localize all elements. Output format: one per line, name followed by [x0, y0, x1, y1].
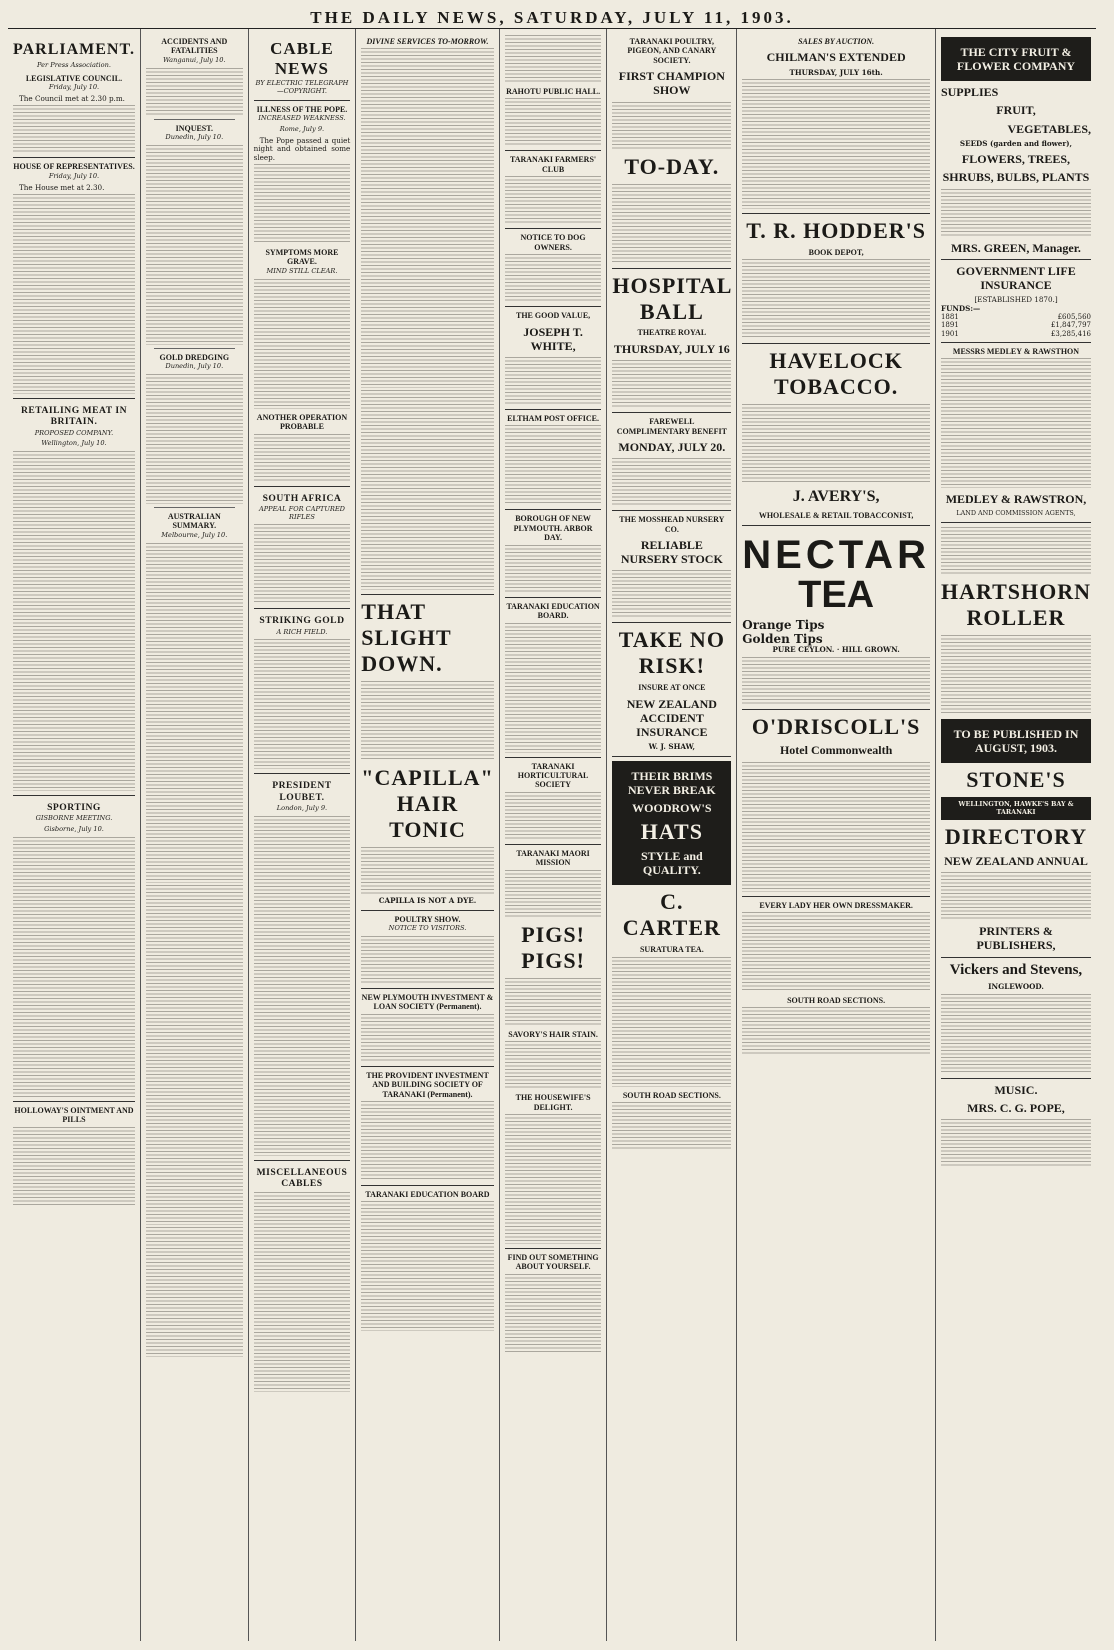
divider — [941, 259, 1091, 260]
divider — [505, 409, 602, 410]
notice-text — [505, 98, 602, 146]
divider — [505, 306, 602, 307]
inquest-date: Dunedin, July 10. — [165, 133, 224, 142]
green-manager: MRS. GREEN, Manager. — [951, 240, 1081, 255]
striking-gold-sub: A RICH FIELD. — [276, 627, 328, 636]
nectar-tips-row — [742, 618, 930, 632]
funds-year: 1881 — [940, 313, 959, 322]
article-text — [254, 524, 351, 604]
ad-text — [941, 358, 1091, 488]
sporting-heading: SPORTING — [47, 802, 101, 814]
article-text — [254, 816, 351, 1156]
retailing-heading: RETAILING MEAT IN BRITAIN. — [20, 405, 128, 428]
divider — [505, 844, 602, 845]
columns — [8, 29, 1096, 1641]
accidents-date: Wanganui, July 10. — [162, 55, 226, 64]
notice-text — [361, 1014, 493, 1062]
good-value-heading: THE GOOD VALUE, — [515, 311, 591, 321]
nursery-sub: RELIABLE NURSERY STOCK — [620, 537, 723, 567]
gold-dredging-date: Dunedin, July 10. — [165, 362, 224, 371]
ad-text — [742, 657, 930, 705]
music-heading: MUSIC. — [994, 1082, 1038, 1097]
column-2 — [141, 29, 249, 1641]
ad-text — [13, 1127, 135, 1207]
article-text — [146, 374, 243, 504]
south-road-heading-2: SOUTH ROAD SECTIONS. — [787, 996, 886, 1006]
divider — [612, 756, 731, 757]
divider — [361, 988, 493, 989]
south-africa-sub: APPEAL FOR CAPTURED RIFLES — [258, 504, 345, 521]
dog-owners-heading: NOTICE TO DOG OWNERS. — [520, 233, 586, 252]
symptoms-sub: MIND STILL CLEAR. — [266, 266, 338, 275]
theatre-royal-heading: THEATRE ROYAL — [637, 328, 707, 338]
divider — [505, 150, 602, 151]
funds-amount: £1,847,797 — [1050, 321, 1091, 330]
article-text — [254, 434, 351, 482]
printers-heading: PRINTERS & PUBLISHERS, — [976, 924, 1056, 953]
notice-text — [505, 870, 602, 918]
divider — [254, 486, 351, 487]
loubet-date: London, July 9. — [276, 804, 328, 813]
brims-hats: HATS — [640, 819, 703, 845]
capilla-sub: CAPILLA IS NOT A DYE. — [378, 896, 477, 906]
poultry-society-heading: TARANAKI POULTRY, PIGEON, AND CANARY SOCIETY. — [627, 37, 717, 65]
maori-mission-heading: TARANAKI MAORI MISSION — [516, 848, 590, 868]
divider — [612, 412, 731, 413]
reps-paragraph: The House met at 2.30. — [19, 182, 105, 192]
housewife-heading: THE HOUSEWIFE'S DELIGHT. — [515, 1093, 591, 1112]
divider — [612, 510, 731, 511]
poultry-show-sub: NOTICE TO VISITORS. — [388, 924, 467, 933]
funds-year: 1901 — [940, 329, 959, 338]
article-text — [254, 279, 351, 409]
suratura-heading: SURATURA TEA. — [639, 945, 704, 955]
city-fruit-banner — [941, 37, 1091, 81]
divider — [361, 1066, 493, 1067]
govlife-established: [ESTABLISHED 1870.] — [974, 295, 1058, 305]
article-text — [254, 639, 351, 769]
ad-text — [612, 957, 731, 1087]
funds-label: FUNDS:— — [940, 303, 981, 313]
brims-maker: WOODROW'S — [632, 800, 712, 815]
pope-date: Rome, July 9. — [279, 124, 325, 133]
flowers-label: FLOWERS, TREES, — [961, 152, 1071, 167]
retailing-sub: PROPOSED COMPANY. — [34, 428, 114, 437]
ad-text — [361, 681, 493, 761]
cable-news-sub: BY ELECTRIC TELEGRAPH—COPYRIGHT. — [255, 79, 349, 95]
ad-text — [742, 912, 930, 992]
divider — [154, 507, 235, 508]
divider — [361, 910, 493, 911]
sporting-date: Gisborne, July 10. — [44, 825, 104, 834]
ad-text — [941, 1119, 1091, 1167]
divider — [361, 594, 493, 595]
poultry-show-heading: POULTRY SHOW. — [394, 914, 461, 924]
eltham-heading: ELTHAM POST OFFICE. — [507, 413, 599, 423]
fruit-label: FRUIT, — [996, 103, 1036, 118]
divider — [742, 896, 930, 897]
medley-heading-2: MEDLEY & RAWSTRON, — [945, 492, 1087, 507]
find-out-heading: FIND OUT SOMETHING ABOUT YOURSELF. — [507, 1252, 599, 1272]
ad-text — [941, 872, 1091, 920]
article-text — [146, 68, 243, 116]
divider — [941, 1078, 1091, 1079]
article-text — [13, 451, 135, 791]
divider — [941, 957, 1091, 958]
ad-text — [505, 978, 602, 1026]
notice-text — [505, 792, 602, 840]
article-text — [146, 145, 243, 345]
column-6 — [607, 29, 737, 1641]
divider — [742, 343, 930, 344]
brims-heading: THEIR BRIMS NEVER BREAK — [627, 768, 716, 797]
pope-heading: ILLNESS OF THE POPE. — [256, 104, 348, 114]
ad-text — [612, 360, 731, 408]
sporting-sub: GISBORNE MEETING. — [35, 814, 113, 823]
theatre-date: THURSDAY, JULY 16 — [613, 341, 730, 356]
article-text — [254, 164, 351, 244]
holloway-ad-heading: HOLLOWAY'S OINTMENT AND PILLS — [14, 1106, 134, 1125]
reps-heading: HOUSE OF REPRESENTATIVES. — [13, 162, 135, 172]
horticultural-heading: TARANAKI HORTICULTURAL SOCIETY — [517, 761, 589, 790]
savorys-heading: SAVORY'S HAIR STAIN. — [508, 1029, 598, 1039]
striking-gold-heading: STRIKING GOLD — [259, 615, 345, 627]
champion-show-heading: FIRST CHAMPION SHOW — [618, 69, 725, 98]
ad-text — [941, 527, 1091, 575]
divider — [742, 213, 930, 214]
arbor-day-heading: BOROUGH OF NEW PLYMOUTH. ARBOR DAY. — [513, 514, 593, 543]
south-road-heading: SOUTH ROAD SECTIONS. — [622, 1090, 721, 1100]
column-1 — [8, 29, 141, 1641]
ad-text — [941, 994, 1091, 1074]
medley-heading: MESSRS MEDLEY & RAWSTHON — [952, 346, 1080, 356]
column-7 — [737, 29, 936, 1641]
rahotu-heading: RAHOTU PUBLIC HALL. — [506, 87, 601, 96]
ad-text — [612, 458, 731, 506]
notice-text — [505, 623, 602, 753]
avery-sub: WHOLESALE & RETAIL TOBACCONIST, — [758, 511, 914, 521]
capilla-ad-heading: "CAPILLA" HAIR TONIC — [361, 765, 494, 843]
divider — [505, 757, 602, 758]
vegetables-label: VEGETABLES, — [1007, 121, 1091, 136]
column-4 — [356, 29, 499, 1641]
ad-text — [742, 79, 930, 209]
shrubs-label: SHRUBS, BULBS, PLANTS — [942, 170, 1090, 185]
carter-heading: C. CARTER — [622, 889, 721, 941]
notice-text — [505, 425, 602, 505]
nectar-orange-tips: Orange Tips — [742, 617, 825, 632]
music-teacher: MRS. C. G. POPE, — [967, 1100, 1065, 1115]
ad-text — [742, 1007, 930, 1055]
masthead-title: THE DAILY NEWS, SATURDAY, JULY 11, 1903. — [310, 7, 794, 27]
pigs-heading: PIGS! PIGS! — [521, 921, 585, 973]
reps-date: Friday, July 10. — [48, 171, 100, 180]
auction-sub: CHILMAN'S EXTENDED — [766, 50, 906, 65]
church-listings — [361, 48, 493, 388]
nectar-heading: NECTAR — [742, 532, 930, 577]
published-heading: TO BE PUBLISHED IN AUGUST, 1903. — [953, 726, 1079, 755]
divider — [505, 1248, 602, 1249]
article-text — [254, 1192, 351, 1392]
council-date: Friday, July 10. — [48, 83, 100, 92]
article-text — [146, 885, 243, 1225]
stones-sub: WELLINGTON, HAWKE'S BAY & TARANAKI — [958, 800, 1074, 816]
notice-text — [505, 176, 602, 224]
odriscoll-heading: O'DRISCOLL'S — [751, 713, 921, 739]
notice-text — [361, 1101, 493, 1181]
south-africa-heading: SOUTH AFRICA — [262, 492, 342, 504]
cable-news-heading: CABLE NEWS — [270, 39, 334, 79]
published-banner — [941, 719, 1091, 763]
ad-text — [612, 1102, 731, 1150]
ad-text — [742, 259, 930, 339]
ad-text — [742, 762, 930, 892]
misc-cables-heading: MISCELLANEOUS CABLES — [256, 1166, 348, 1190]
inquest-heading: INQUEST. — [175, 123, 213, 133]
australian-date: Melbourne, July 10. — [161, 530, 228, 539]
good-value-name: JOSEPH T. WHITE, — [523, 324, 583, 353]
investment-heading: NEW PLYMOUTH INVESTMENT & LOAN SOCIETY (Permanent). — [361, 992, 494, 1012]
hospital-ball-heading: HOSPITAL BALL — [612, 272, 733, 324]
article-text — [146, 1227, 243, 1357]
ad-text — [505, 357, 602, 405]
article-text — [13, 194, 135, 394]
ed-board-heading: TARANAKI EDUCATION BOARD. — [506, 601, 600, 621]
funds-row — [941, 330, 1091, 338]
notice-text — [505, 35, 602, 83]
funds-amount: £3,285,416 — [1050, 329, 1091, 338]
gold-dredging-heading: GOLD DREDGING — [159, 352, 230, 362]
article-text — [13, 105, 135, 153]
divider — [254, 608, 351, 609]
notice-text — [361, 936, 493, 984]
ad-text — [505, 1274, 602, 1354]
nursery-heading: THE MOSSHEAD NURSERY CO. — [619, 515, 725, 534]
press-association: Per Press Association. — [37, 60, 111, 69]
council-paragraph: The Council met at 2.30 p.m. — [19, 93, 125, 103]
divine-services-heading: DIVINE SERVICES TO-MORROW. — [366, 37, 489, 46]
funds-table — [941, 313, 1091, 338]
havelock-heading: HAVELOCK TOBACCO. — [769, 348, 903, 400]
church-listings — [361, 390, 493, 590]
hodder-heading: T. R. HODDER'S — [746, 218, 927, 244]
insure-heading: INSURE AT ONCE — [638, 683, 706, 693]
divider — [254, 773, 351, 774]
notice-text — [505, 254, 602, 302]
odriscoll-sub: Hotel Commonwealth — [779, 743, 893, 758]
divider — [941, 342, 1091, 343]
vickers-sub: INGLEWOOD. — [988, 982, 1044, 992]
funds-row — [941, 313, 1091, 321]
divider — [13, 795, 135, 796]
ad-text — [941, 189, 1091, 237]
article-text — [146, 543, 243, 883]
symptoms-heading: SYMPTOMS MORE GRAVE. — [265, 248, 339, 267]
ad-text — [612, 184, 731, 264]
supplies-label: SUPPLIES — [940, 85, 999, 100]
hats-ad — [612, 761, 731, 886]
avery-heading: J. AVERY'S, — [792, 488, 880, 506]
divider — [742, 525, 930, 526]
stones-heading: STONE'S — [966, 767, 1066, 793]
notice-text — [361, 1201, 493, 1331]
farewell-heading: FAREWELL COMPLIMENTARY BENEFIT — [616, 417, 727, 436]
brims-style: STYLE and QUALITY. — [640, 849, 703, 878]
article-text — [13, 837, 135, 1097]
council-heading: LEGISLATIVE COUNCIL. — [25, 73, 123, 83]
divider — [154, 348, 235, 349]
city-fruit-heading: THE CITY FRUIT & FLOWER COMPANY — [956, 45, 1076, 74]
divider — [13, 398, 135, 399]
divider — [254, 100, 351, 101]
ad-text — [742, 404, 930, 484]
ad-text — [612, 570, 731, 618]
nectar-tips-row — [742, 632, 930, 646]
slight-down-ad-heading: THAT SLIGHT DOWN. — [361, 599, 452, 677]
parliament-heading: PARLIAMENT. — [13, 41, 135, 58]
ad-text — [505, 1114, 602, 1244]
insurance-agent: W. J. SHAW, — [648, 742, 696, 752]
divider — [13, 157, 135, 158]
hartshorn-heading: HARTSHORN ROLLER — [940, 578, 1091, 630]
australian-heading: AUSTRALIAN SUMMARY. — [167, 512, 221, 531]
pope-sub: INCREASED WEAKNESS. — [258, 114, 346, 123]
divider — [154, 119, 235, 120]
divider — [505, 228, 602, 229]
divider — [505, 509, 602, 510]
nectar-golden-tips: Golden Tips — [742, 631, 823, 646]
divider — [254, 1160, 351, 1161]
accident-insurance-heading: NEW ZEALAND ACCIDENT INSURANCE — [626, 696, 717, 739]
operation-heading: ANOTHER OPERATION PROBABLE — [256, 412, 348, 432]
seeds-label: SEEDS (garden and flower), — [959, 138, 1073, 148]
retailing-date: Wellington, July 10. — [41, 439, 107, 448]
farewell-date: MONDAY, JULY 20. — [618, 439, 726, 454]
education-board-heading: TARANAKI EDUCATION BOARD — [365, 1190, 490, 1200]
column-8 — [936, 29, 1096, 1641]
masthead — [8, 6, 1096, 29]
funds-year: 1891 — [940, 321, 959, 330]
loubet-heading: PRESIDENT LOUBET. — [272, 780, 332, 803]
funds-row — [941, 321, 1091, 329]
vickers-heading: Vickers and Stevens, — [949, 961, 1083, 978]
divider — [612, 622, 731, 623]
today-heading: TO-DAY. — [624, 153, 720, 179]
ad-text — [612, 102, 731, 150]
directory-heading: DIRECTORY — [944, 824, 1088, 850]
take-no-risk-heading: TAKE NO RISK! — [618, 627, 725, 679]
auction-date: THURSDAY, JULY 16th. — [789, 67, 883, 77]
ad-text — [941, 635, 1091, 715]
funds-amount: £605,560 — [1057, 313, 1091, 322]
directory-sub: NEW ZEALAND ANNUAL — [944, 854, 1088, 869]
ad-text — [505, 1041, 602, 1089]
divider — [742, 709, 930, 710]
notice-text — [505, 545, 602, 593]
provident-heading: THE PROVIDENT INVESTMENT AND BUILDING SOCIETY OF TARANAKI (Permanent). — [366, 1070, 489, 1099]
dressmaker-heading: EVERY LADY HER OWN DRESSMAKER. — [759, 900, 913, 910]
auction-heading: SALES BY AUCTION. — [798, 37, 875, 46]
farmers-club-heading: TARANAKI FARMERS' CLUB — [509, 155, 597, 174]
nectar-tea: TEA — [798, 573, 875, 616]
ad-text — [361, 847, 493, 895]
accidents-heading: ACCIDENTS AND FATALITIES — [161, 37, 228, 56]
divider — [612, 268, 731, 269]
govlife-heading: GOVERNMENT LIFE INSURANCE — [956, 263, 1076, 292]
nectar-pure: PURE CEYLON. · HILL GROWN. — [772, 645, 900, 655]
stones-banner — [941, 797, 1091, 820]
divider — [941, 522, 1091, 523]
column-5 — [500, 29, 608, 1641]
medley-sub: LAND AND COMMISSION AGENTS, — [956, 509, 1076, 518]
divider — [13, 1101, 135, 1102]
column-3 — [249, 29, 357, 1641]
hodder-sub: BOOK DEPOT, — [808, 248, 864, 258]
pope-paragraph: The Pope passed a quiet night and obtained some sleep. — [253, 135, 351, 162]
divider — [505, 597, 602, 598]
divider — [361, 1185, 493, 1186]
